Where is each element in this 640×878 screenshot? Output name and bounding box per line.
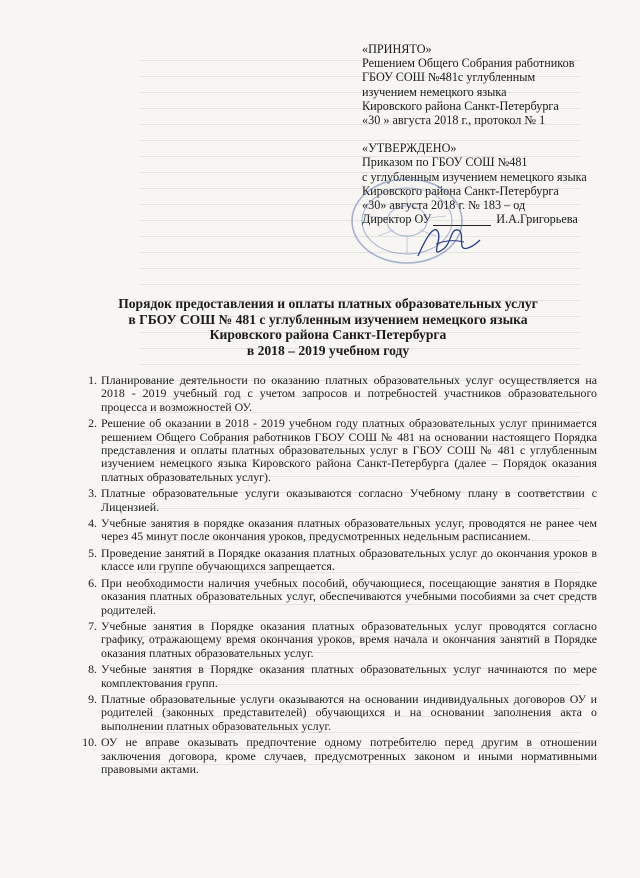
item-number: 9. xyxy=(88,691,97,706)
approved-line: «30» августа 2018 г. № 183 – од xyxy=(362,198,526,213)
item-text: Учебные занятия в порядке оказания платных образовательных услуг, проводятся не ранее чем через 45 минут после окончания уроков, предусмотренных недельным расписанием. xyxy=(101,516,597,544)
item-text: Платные образовательные услуги оказываются согласно Учебному плану в соответствии с Лицензией. xyxy=(101,486,597,514)
list-item xyxy=(88,662,597,690)
item-text: Решение об оказании в 2018 - 2019 учебном году платных образовательных услуг принимается решением Общего Собрания работников ГБОУ СОШ № 481 на основании настоящего Порядка представления и оплаты платных образовательных услуг в ГБОУ СОШ № 481 с углубленным изучением немецкого языка Кировского района Санкт-Петербурга (далее – Порядок оказания платных образовательных услуг). xyxy=(101,416,597,484)
item-number: 2. xyxy=(88,416,97,431)
list-item xyxy=(88,516,597,544)
signature-icon xyxy=(412,218,482,264)
accepted-line: «ПРИНЯТО» xyxy=(362,42,432,56)
accepted-section xyxy=(362,42,622,127)
item-number: 4. xyxy=(88,516,97,531)
list-item xyxy=(88,545,597,574)
approved-line: «УТВЕРЖДЕНО» xyxy=(362,141,457,156)
item-text: При необходимости наличия учебных пособий, обучающиеся, посещающие занятия в Порядке оказания платных образовательных услуг, обеспечиваются учебными пособиями за счет средств родителей. xyxy=(101,575,597,617)
item-number: 5. xyxy=(88,545,97,560)
title-line: в ГБОУ СОШ № 481 с углубленным изучением немецкого языка xyxy=(128,311,528,327)
item-number: 7. xyxy=(88,618,97,633)
item-text: ОУ не вправе оказывать предпочтение одному потребителю перед другим в отношении заключения договора, кроме случаев, предусмотренных законом и иными нормативными правовыми актами. xyxy=(101,735,597,776)
item-number: 3. xyxy=(88,486,97,501)
list-item xyxy=(88,618,597,660)
list-item xyxy=(88,486,597,514)
item-number: 10. xyxy=(82,735,97,750)
document-title xyxy=(60,296,596,358)
item-text: Учебные занятия в Порядке оказания платных образовательных услуг начинаются по мере комплектования групп. xyxy=(101,662,597,690)
accepted-line: изучением немецкого языка xyxy=(362,84,507,99)
item-text: Платные образовательные услуги оказываются на основании индивидуальных договоров ОУ и родителей (законных представителей) обучающихся и на основании заполнения акта о выполнении платных образовательных услуг. xyxy=(101,691,597,733)
numbered-list xyxy=(82,373,597,779)
accepted-line: Решением Общего Собрания работников xyxy=(362,56,575,71)
item-text: Учебные занятия в Порядке оказания платных образовательных услуг проводятся согласно графику, отражающему время окончания уроков, время начала и окончания занятий в Порядке оказания платных образовательных услуг. xyxy=(101,618,597,660)
item-number: 8. xyxy=(88,662,97,677)
approved-line: с углубленным изучением немецкого языка xyxy=(362,169,587,184)
item-number: 1. xyxy=(88,373,97,387)
list-item xyxy=(88,691,597,733)
item-text: Планирование деятельности по оказанию платных образовательных услуг осуществляется на 2018 - 2019 учебный год с учетом запросов и потребностей участников образовательного процесса и возможностей ОУ. xyxy=(101,373,597,414)
accepted-line: ГБОУ СОШ №481с углубленным xyxy=(362,70,536,85)
title-line: в 2018 – 2019 учебном году xyxy=(246,342,410,358)
list-item xyxy=(88,416,597,484)
list-item xyxy=(82,735,597,776)
director-label: Директор ОУ xyxy=(362,212,432,227)
approved-line: Кировского района Санкт-Петербурга xyxy=(362,183,559,198)
title-line: Кировского района Санкт-Петербурга xyxy=(209,327,447,343)
director-name: И.А.Григорьева xyxy=(496,212,578,227)
title-line: Порядок предоставления и оплаты платных образовательных услуг xyxy=(118,296,538,311)
list-item xyxy=(88,373,597,414)
item-number: 6. xyxy=(88,575,97,590)
accepted-line: «30 » августа 2018 г., протокол № 1 xyxy=(362,113,546,128)
approved-line: Приказом по ГБОУ СОШ №481 xyxy=(362,155,528,170)
list-item xyxy=(88,575,597,617)
item-text: Проведение занятий в Порядке оказания платных образовательных услуг до окончания уроков в классе или группе обучающихся запрещается. xyxy=(101,545,597,574)
accepted-line: Кировского района Санкт-Петербурга xyxy=(362,98,559,113)
